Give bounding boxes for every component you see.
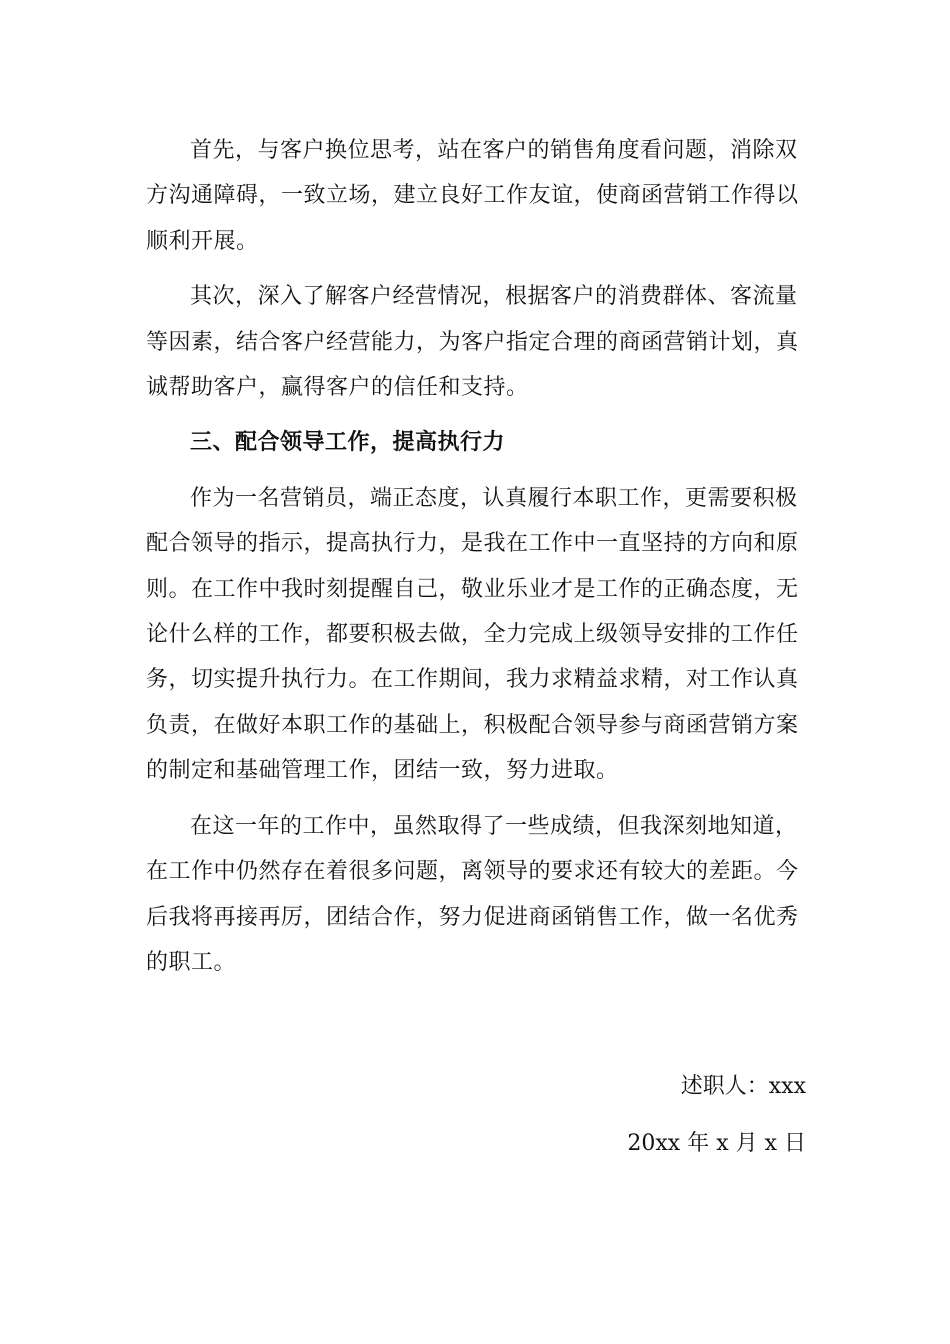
paragraph-line: 顺利开展。 [146, 228, 259, 254]
paragraph-line: 其次，深入了解客户经营情况，根据客户的消费群体、客流量 [190, 284, 798, 310]
paragraph-line: 负责，在做好本职工作的基础上，积极配合领导参与商函营销方案 [146, 712, 799, 738]
paragraph-third [146, 476, 806, 794]
paragraph-line: 配合领导的指示，提高执行力，是我在工作中一直坚持的方向和原 [146, 531, 799, 557]
paragraph-line: 则。在工作中我时刻提醒自己，敬业乐业才是工作的正确态度，无 [146, 576, 799, 602]
paragraph-first [146, 128, 806, 264]
document-body [146, 128, 806, 995]
paragraph-line: 作为一名营销员，端正态度，认真履行本职工作，更需要积极 [190, 485, 798, 511]
paragraph-line: 的职工。 [146, 949, 237, 975]
paragraph-fourth [146, 804, 806, 986]
paragraph-line: 等因素，结合客户经营能力，为客户指定合理的商函营销计划，真 [146, 329, 799, 355]
section-heading: 三、配合领导工作，提高执行力 [190, 429, 506, 456]
paragraph-line: 在工作中仍然存在着很多问题，离领导的要求还有较大的差距。今 [146, 859, 799, 885]
signature-name: 述职人：xxx [680, 1074, 806, 1099]
paragraph-line: 首先，与客户换位思考，站在客户的销售角度看问题，消除双 [190, 138, 798, 163]
paragraph-line: 后我将再接再厉，团结合作，努力促进商函销售工作，做一名优秀 [146, 904, 799, 930]
paragraph-second [146, 274, 806, 410]
paragraph-line: 论什么样的工作，都要积极去做，全力完成上级领导安排的工作任 [146, 622, 799, 648]
paragraph-line: 的制定和基础管理工作，团结一致，努力进取。 [146, 758, 619, 784]
paragraph-line: 方沟通障碍，一致立场，建立良好工作友谊，使商函营销工作得以 [146, 183, 799, 209]
paragraph-line: 诚帮助客户，赢得客户的信任和支持。 [146, 375, 529, 401]
paragraph-line: 务，切实提升执行力。在工作期间，我力求精益求精，对工作认真 [146, 667, 799, 693]
signature-date: 20xx 年 x 月 x 日 [627, 1131, 806, 1156]
paragraph-line: 在这一年的工作中，虽然取得了一些成绩，但我深刻地知道， [190, 813, 798, 839]
